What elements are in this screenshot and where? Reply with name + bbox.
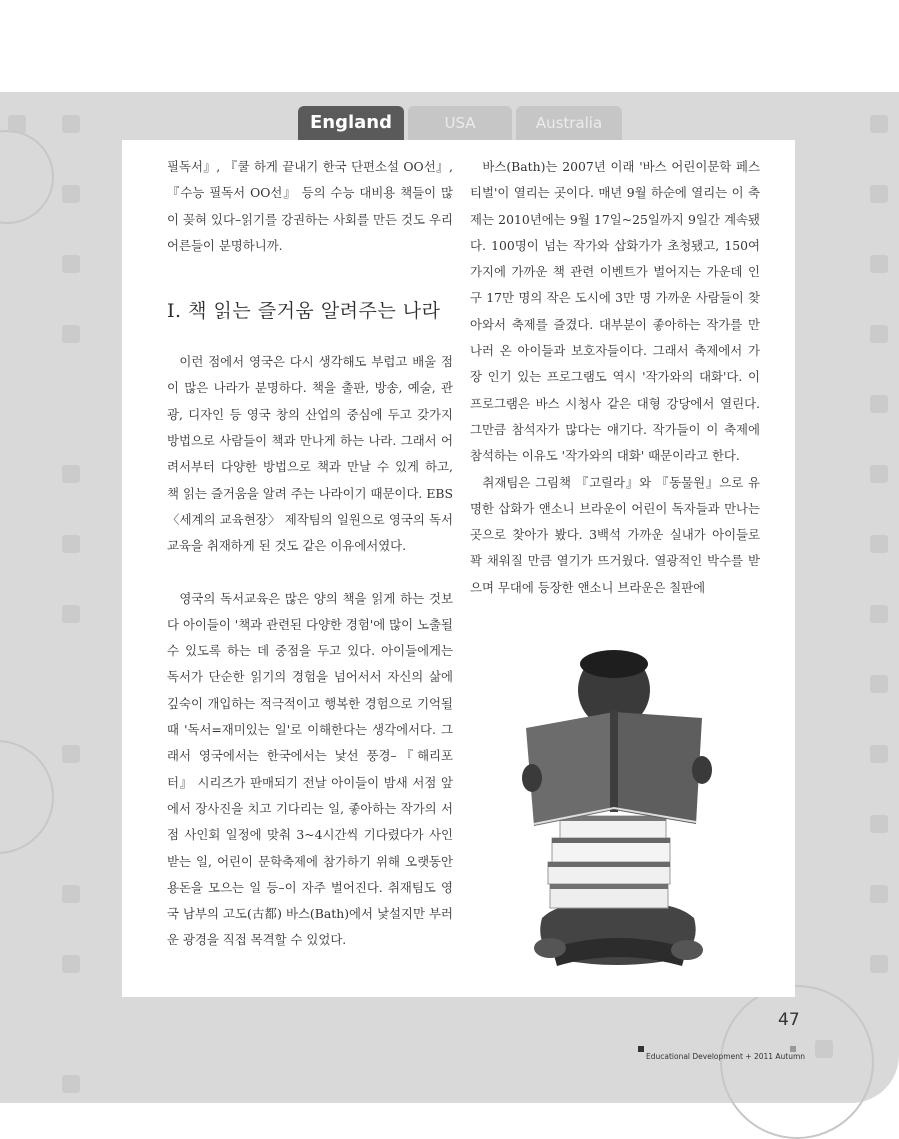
- paragraph: 영국의 독서교육은 많은 양의 책을 읽게 하는 것보다 아이들이 '책과 관련된 다양한 경험'에 많이 노출될 수 있도록 하는 데 중점을 두고 있다. 아이들에게는 독서가 단순한 읽기의 경험을 넘어서서 자신의 삶에 깊숙이 개입하는 적극적이고 행복한 경험으로 기억될 때 '독서=재미있는 일'로 이해한다는 생각에서다. 그래서 영국에서는 한국에서는 낯선 풍경–『해리포터』 시리즈가 판매되기 전날 아이들이 밤새 서점 앞에서 장사진을 치고 기다리는 일, 좋아하는 작가의 서점 사인회 일정에 맞춰 3~4시간씩 기다렸다가 사인 받는 일, 어린이 문학축제에 참가하기 위해 오랫동안 용돈을 모으는 일 등–이 자주 벌어진다. 취재팀도 영국 남부의 고도(古都) 바스(Bath)에서 낯설지만 부러운 광경을 직접 목격할 수 있었다.: [167, 590, 453, 948]
- decorative-square: [62, 885, 80, 903]
- footer-square: [638, 1046, 644, 1052]
- decorative-square: [62, 955, 80, 973]
- decorative-square: [62, 255, 80, 273]
- decorative-square: [62, 535, 80, 553]
- decorative-square: [62, 1075, 80, 1093]
- decorative-square: [62, 605, 80, 623]
- decorative-ring: [720, 985, 874, 1139]
- paragraph: 취재팀은 그림책 『고릴라』와 『동물원』으로 유명한 삽화가 앤소니 브라운이 어린이 독자들과 만나는 곳으로 찾아가 봤다. 3백석 가까운 실내가 아이들로 꽉 채워질 만큼 열기가 뜨거웠다. 열광적인 박수를 받으며 무대에 등장한 앤소니 브라운은 칠판에: [470, 474, 760, 595]
- decorative-square: [870, 465, 888, 483]
- publication-credit: Educational Development + 2011 Autumn: [646, 1052, 806, 1061]
- paragraph: 바스(Bath)는 2007년 이래 '바스 어린이문학 페스티벌'이 열리는 곳이다. 매년 9월 하순에 열리는 이 축제는 2010년에는 9월 17일~25일까지 9일간 계속됐다. 100명이 넘는 작가와 삽화가가 초청됐고, 150여 가지에 가까운 책 관련 이벤트가 벌어지는 가운데 인구 17만 명의 작은 도시에 3만 명 가까운 사람들이 찾아와서 축제를 즐겼다. 대부분이 좋아하는 작가를 만나러 온 아이들과 보호자들이다. 그래서 축제에서 가장 인기 있는 프로그램도 역시 '작가와의 대화'다. 이 프로그램은 바스 시청사 같은 대형 강당에서 열린다. 그만큼 참석자가 많다는 얘기다. 작가들이 이 축제에 참석하는 이유도 '작가와의 대화' 때문이라고 한다.: [470, 159, 760, 464]
- decorative-square: [62, 325, 80, 343]
- decorative-square: [870, 115, 888, 133]
- article-page: [122, 140, 795, 997]
- decorative-square: [870, 885, 888, 903]
- decorative-square: [870, 675, 888, 693]
- section-heading: Ⅰ. 책 읽는 즐거움 알려주는 나라: [167, 300, 441, 323]
- decorative-square: [62, 745, 80, 763]
- decorative-square: [870, 255, 888, 273]
- decorative-square: [62, 115, 80, 133]
- decorative-square: [870, 535, 888, 553]
- decorative-square: [870, 815, 888, 833]
- left-column: [167, 154, 453, 954]
- decorative-square: [870, 955, 888, 973]
- child-reading-illustration: [522, 648, 712, 978]
- tab-usa[interactable]: USA: [408, 106, 512, 140]
- paragraph: 이런 점에서 영국은 다시 생각해도 부럽고 배울 점이 많은 나라가 분명하다. 책을 출판, 방송, 예술, 관광, 디자인 등 영국 창의 산업의 중심에 두고 갖가지 방법으로 사람들이 책과 만나게 하는 나라. 그래서 어려서부터 다양한 방법으로 책과 만날 수 있게 하고, 책 읽는 즐거움을 알려 주는 나라이기 때문이다. EBS 〈세계의 교육현장〉 제작팀의 일원으로 영국의 독서교육을 취재하게 된 것도 같은 이유에서였다.: [167, 354, 453, 554]
- right-column: [470, 154, 760, 601]
- paragraph: 필독서』, 『쿨 하게 끝내기 한국 단편소설 OO선』, 『수능 필독서 OO선』 등의 수능 대비용 책들이 많이 꽂혀 있다–읽기를 강권하는 사회를 만든 것도 우리 어른들이 분명하니까.: [167, 159, 453, 253]
- tab-australia[interactable]: Australia: [516, 106, 622, 140]
- decorative-square: [870, 185, 888, 203]
- decorative-square: [62, 185, 80, 203]
- tab-england[interactable]: England: [298, 106, 404, 140]
- decorative-square: [870, 745, 888, 763]
- page-number: 47: [778, 1010, 800, 1030]
- decorative-square: [870, 325, 888, 343]
- decorative-square: [870, 395, 888, 413]
- decorative-square: [870, 605, 888, 623]
- decorative-square: [62, 465, 80, 483]
